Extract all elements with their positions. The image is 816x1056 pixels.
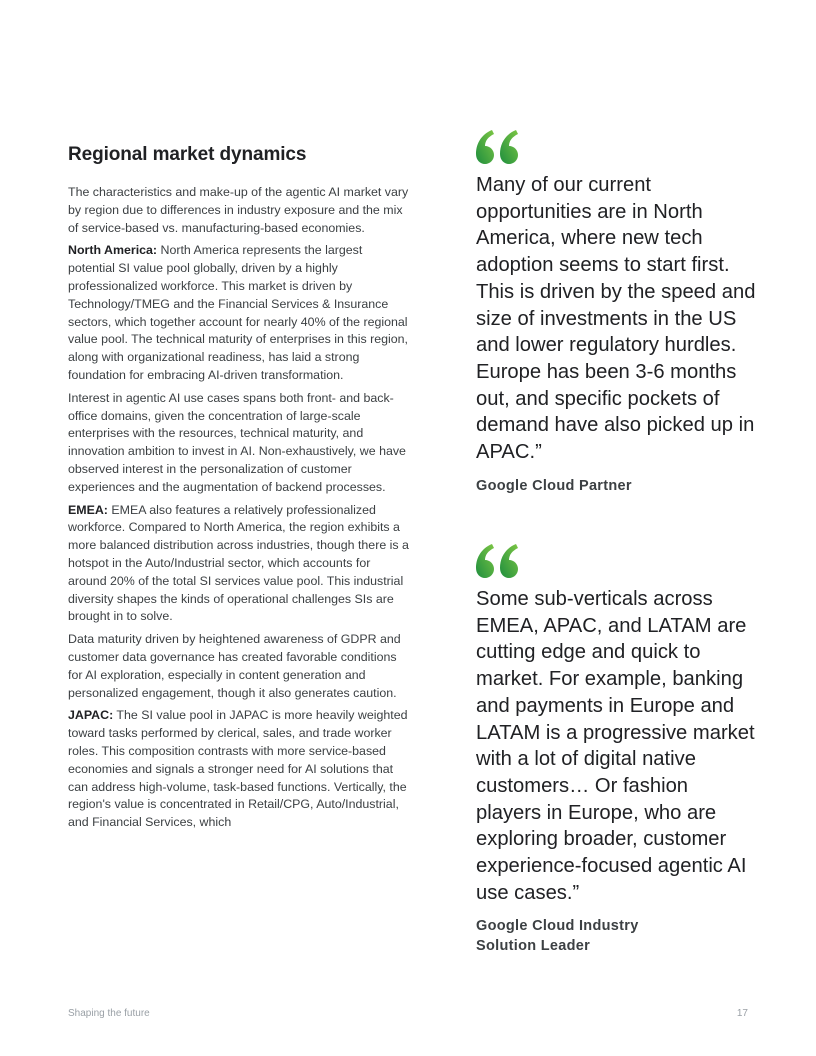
- page-number: 17: [736, 1008, 748, 1019]
- pull-quote-1: [476, 126, 756, 496]
- section-title: Regional market dynamics: [68, 144, 307, 165]
- quote-text: Some sub-verticals across EMEA, APAC, and LATAM are cutting edge and quick to market. For example, banking and payments in Europe and LATAM is a progressive market with a lot of digital native customers… Or fashion players in Europe, who are exploring broader, customer experience-focused agentic AI use cases.”: [476, 588, 755, 904]
- quote-text: Many of our current opportunities are in North America, where new tech adoption seems to start first. This is driven by the speed and size of investments in the US and lower regulatory hurdles. Europe has been 3-6 months out, and specific pockets of demand have also picked up in APAC.”: [476, 174, 756, 464]
- quote-source: Google Cloud Partner: [476, 477, 632, 494]
- japac-paragraph: [68, 707, 410, 832]
- japac-label: JAPAC:: [68, 708, 114, 723]
- footer-title: Shaping the future: [68, 1008, 150, 1019]
- quote-source: Google Cloud Industry Solution Leader: [476, 918, 639, 955]
- emea-paragraph: [68, 502, 410, 627]
- japac-text: The SI value pool in JAPAC is more heavily weighted toward tasks performed by clerical, sales, and trade worker roles. This composition contrasts with more service-based economies and signals a stronger need for AI solutions that can address high-volume, task-based functions. Vertically, the region's value is concentrated in Retail/CPG, Auto/Industrial, and Financial Services, which: [68, 708, 408, 830]
- north-america-paragraph: [68, 242, 410, 384]
- quote-mark-icon: [470, 540, 526, 580]
- intro-paragraph: The characteristics and make-up of the agentic AI market vary by region due to differences in industry exposure and the mix of service-based vs. manufacturing-based economies.: [68, 185, 409, 235]
- pull-quote-2: [476, 540, 756, 956]
- interest-paragraph: Interest in agentic AI use cases spans both front- and back-office domains, given the concentration of large-scale enterprises with the resources, technical maturity, and innovation ambition to invest in AI. Non-exhaustively, we have observed interest in the personalization of customer experiences and the augmentation of backend processes.: [68, 390, 406, 494]
- data-maturity-paragraph: Data maturity driven by heightened awareness of GDPR and customer data governance has created favorable conditions for AI exploration, especially in content generation and personalized engagement, though it also generates caution.: [68, 632, 401, 700]
- main-column: [68, 144, 410, 837]
- north-america-text: North America represents the largest potential SI value pool globally, driven by a highly professionalized workforce. This market is driven by Technology/TMEG and the Financial Services & Insurance sectors, which together account for nearly 40% of the regional value pool. The technical maturity of enterprises in this region, along with organizational readiness, has laid a strong foundation for embracing AI-driven transformation.: [68, 243, 409, 382]
- emea-text: EMEA also features a relatively professionalized workforce. Compared to North America, the region exhibits a more balanced distribution across industries, though there is a hotspot in the Auto/Industrial sector, which accounts for around 20% of the total SI services value pool. This industrial diversity shapes the kinds of operational challenges SIs are brought in to solve.: [68, 502, 409, 624]
- quote-mark-icon: [470, 126, 526, 166]
- north-america-label: North America:: [68, 243, 158, 258]
- emea-label: EMEA:: [68, 502, 108, 517]
